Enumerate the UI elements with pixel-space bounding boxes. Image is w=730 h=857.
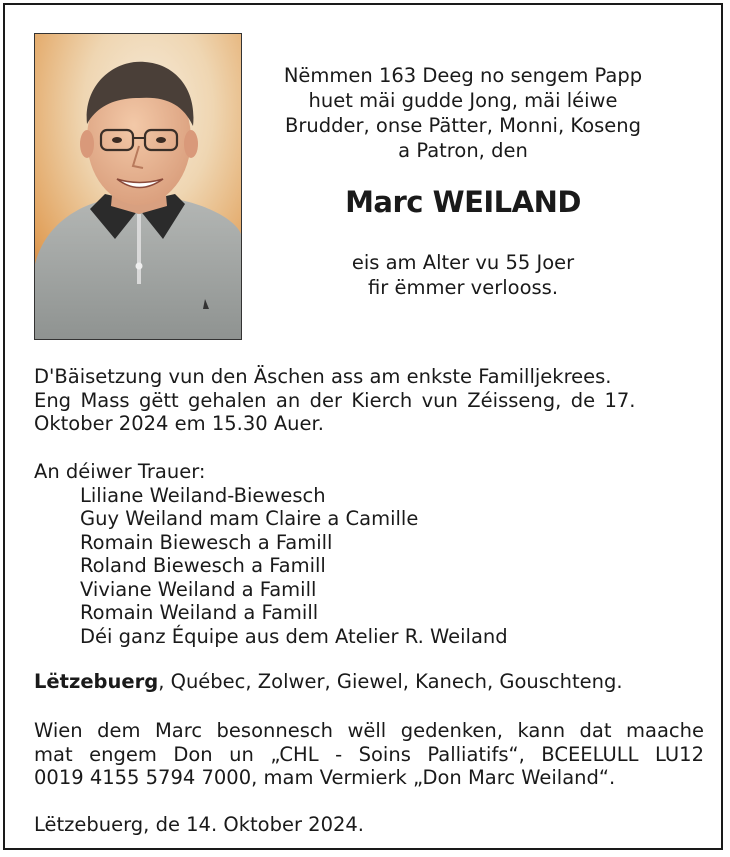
mourner-name: Romain Biewesch a Famill	[80, 530, 333, 554]
age-text	[263, 250, 663, 300]
mourner-name: Guy Weiland mam Claire a Camille	[80, 507, 419, 530]
age-line: fir ëmmer verlooss.	[367, 276, 559, 299]
donation-line: 0019 4155 5794 7000, mam Vermierk „Don Marc Weiland“.	[34, 766, 616, 789]
mourner-name: Déi ganz Équipe aus dem Atelier R. Weiland	[80, 624, 508, 648]
portrait-photo-image	[35, 34, 241, 339]
mourners-list	[34, 484, 704, 649]
mourner-name: Romain Weiland a Famill	[80, 601, 319, 624]
intro-text	[263, 63, 663, 163]
mourning-heading: An déiwer Trauer:	[34, 460, 206, 483]
obituary-notice	[3, 3, 723, 850]
funeral-line: Eng Mass gëtt gehalen an der Kierch vun Zéisseng, de 17.	[34, 388, 636, 412]
mourning-section	[34, 460, 704, 648]
mourner-name: Liliane Weiland-Biewesch	[80, 483, 326, 507]
places-rest: , Québec, Zolwer, Giewel, Kanech, Gouschteng.	[158, 670, 623, 693]
intro-line: Brudder, onse Pätter, Monni, Koseng	[284, 114, 642, 137]
donation-line: mat engem Don un „CHL - Soins Palliatifs“, BCEELULL LU12	[34, 742, 704, 766]
closing-line: Lëtzebuerg, de 14. Oktober 2024.	[34, 813, 364, 836]
places-line	[34, 670, 704, 694]
funeral-line: Oktober 2024 em 15.30 Auer.	[34, 412, 324, 435]
portrait-photo	[34, 33, 242, 340]
intro-line: Nëmmen 163 Deeg no sengem Papp	[283, 64, 643, 87]
places-bold: Lëtzebuerg	[34, 670, 159, 693]
deceased-name: Marc WEILAND	[345, 185, 581, 219]
funeral-line: D'Bäisetzung vun den Äschen ass am enkste Familljekrees.	[34, 365, 612, 388]
age-line: eis am Alter vu 55 Joer	[351, 251, 575, 274]
donation-line: Wien dem Marc besonnesch wëll gedenken, kann dat maache	[34, 719, 704, 742]
intro-line: a Patron, den	[398, 139, 528, 162]
mourner-name: Viviane Weiland a Famill	[80, 577, 317, 601]
donation-paragraph	[34, 719, 704, 790]
intro-line: huet mäi gudde Jong, mäi léiwe	[308, 89, 618, 112]
funeral-paragraph	[34, 365, 704, 436]
mourner-name: Roland Biewesch a Famill	[80, 554, 326, 577]
